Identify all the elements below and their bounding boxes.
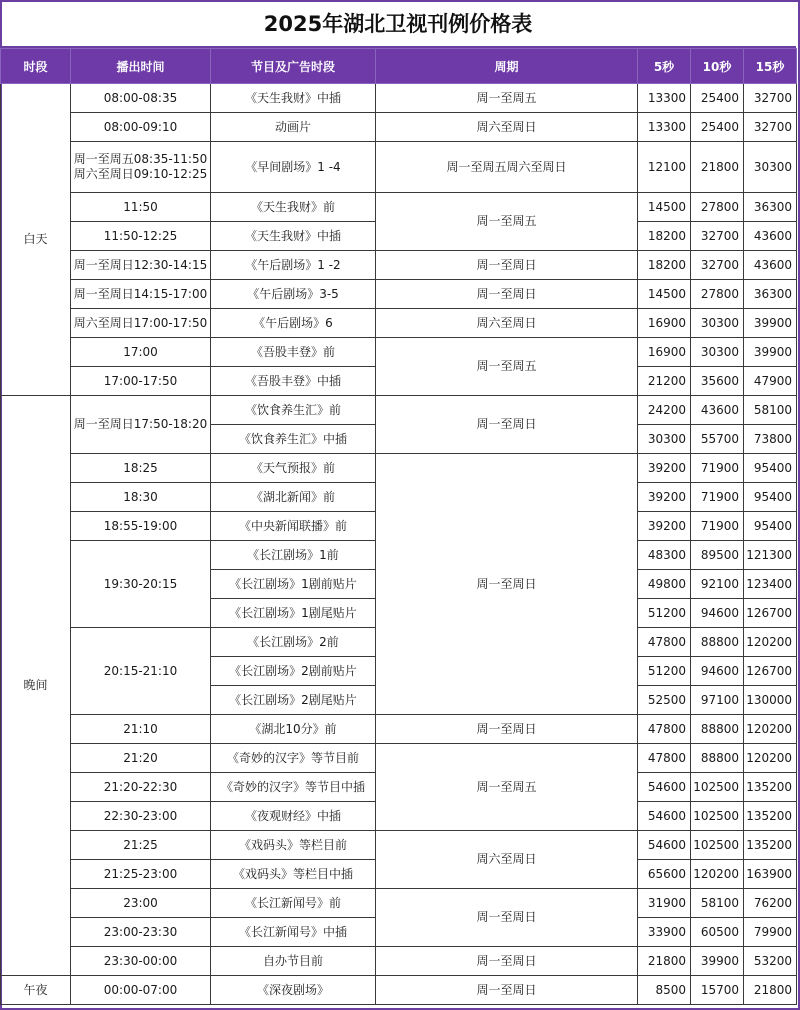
program-cell: 《长江剧场》2前 (211, 628, 376, 657)
price-15s-cell: 32700 (744, 84, 797, 113)
period-cell: 周一至周五 (376, 744, 638, 831)
table-row (1, 251, 797, 280)
air-time-cell: 21:25 (71, 831, 211, 860)
price-15s-cell: 36300 (744, 193, 797, 222)
table-row (1, 454, 797, 483)
price-5s-cell: 39200 (638, 483, 691, 512)
price-10s-cell: 89500 (691, 541, 744, 570)
price-15s-cell: 120200 (744, 715, 797, 744)
table-row (1, 831, 797, 860)
price-15s-cell: 126700 (744, 599, 797, 628)
price-5s-cell: 47800 (638, 628, 691, 657)
air-time-cell: 21:20 (71, 744, 211, 773)
price-15s-cell: 73800 (744, 425, 797, 454)
header-period: 周期 (376, 49, 638, 84)
table-row (1, 396, 797, 425)
header-15s: 15秒 (744, 49, 797, 84)
program-cell: 自办节目前 (211, 947, 376, 976)
period-cell: 周一至周五 (376, 193, 638, 251)
table-row (1, 193, 797, 222)
program-cell: 《湖北新闻》前 (211, 483, 376, 512)
price-15s-cell: 135200 (744, 831, 797, 860)
program-cell: 《天生我财》前 (211, 193, 376, 222)
price-5s-cell: 13300 (638, 113, 691, 142)
table-row (1, 142, 797, 193)
table-row (1, 309, 797, 338)
price-5s-cell: 54600 (638, 831, 691, 860)
period-cell: 周六至周日 (376, 309, 638, 338)
price-15s-cell: 163900 (744, 860, 797, 889)
air-time-cell: 18:30 (71, 483, 211, 512)
price-5s-cell: 21200 (638, 367, 691, 396)
price-10s-cell: 71900 (691, 512, 744, 541)
air-time-cell (71, 142, 211, 193)
price-15s-cell: 135200 (744, 802, 797, 831)
air-time-line: 周一至周五08:35-11:50 (73, 152, 208, 166)
program-cell: 《饮食养生汇》中插 (211, 425, 376, 454)
table-row (1, 976, 797, 1005)
period-cell: 周一至周五 (376, 84, 638, 113)
price-10s-cell: 25400 (691, 113, 744, 142)
price-10s-cell: 102500 (691, 802, 744, 831)
price-10s-cell: 21800 (691, 142, 744, 193)
price-15s-cell: 120200 (744, 744, 797, 773)
price-10s-cell: 97100 (691, 686, 744, 715)
price-5s-cell: 49800 (638, 570, 691, 599)
price-15s-cell: 32700 (744, 113, 797, 142)
price-5s-cell: 21800 (638, 947, 691, 976)
program-cell: 《午后剧场》1 -2 (211, 251, 376, 280)
segment-cell: 白天 (1, 84, 71, 396)
price-15s-cell: 135200 (744, 773, 797, 802)
price-10s-cell: 58100 (691, 889, 744, 918)
program-cell: 《戏码头》等栏目中插 (211, 860, 376, 889)
price-15s-cell: 43600 (744, 251, 797, 280)
price-5s-cell: 31900 (638, 889, 691, 918)
header-air-time: 播出时间 (71, 49, 211, 84)
period-cell: 周一至周日 (376, 251, 638, 280)
price-5s-cell: 18200 (638, 222, 691, 251)
price-15s-cell: 126700 (744, 657, 797, 686)
table-header-row (1, 49, 797, 84)
table-row (1, 338, 797, 367)
price-10s-cell: 60500 (691, 918, 744, 947)
table-row (1, 84, 797, 113)
program-cell: 《奇妙的汉字》等节目中插 (211, 773, 376, 802)
price-5s-cell: 24200 (638, 396, 691, 425)
price-15s-cell: 130000 (744, 686, 797, 715)
program-cell: 《吾股丰登》前 (211, 338, 376, 367)
segment-cell: 晚间 (1, 396, 71, 976)
table-row (1, 947, 797, 976)
price-5s-cell: 14500 (638, 280, 691, 309)
program-cell: 《午后剧场》6 (211, 309, 376, 338)
air-time-cell: 19:30-20:15 (71, 541, 211, 628)
price-15s-cell: 30300 (744, 142, 797, 193)
program-cell: 《中央新闻联播》前 (211, 512, 376, 541)
program-cell: 《戏码头》等栏目前 (211, 831, 376, 860)
table-row (1, 715, 797, 744)
air-time-cell: 23:30-00:00 (71, 947, 211, 976)
period-cell: 周六至周日 (376, 831, 638, 889)
period-cell: 周一至周日 (376, 889, 638, 947)
price-10s-cell: 27800 (691, 193, 744, 222)
program-cell: 《早间剧场》1 -4 (211, 142, 376, 193)
price-15s-cell: 120200 (744, 628, 797, 657)
price-15s-cell: 39900 (744, 309, 797, 338)
air-time-cell: 21:20-22:30 (71, 773, 211, 802)
program-cell: 《长江新闻号》中插 (211, 918, 376, 947)
program-cell: 《长江剧场》2剧前贴片 (211, 657, 376, 686)
price-10s-cell: 88800 (691, 715, 744, 744)
air-time-cell: 20:15-21:10 (71, 628, 211, 715)
program-cell: 《午后剧场》3-5 (211, 280, 376, 309)
program-cell: 动画片 (211, 113, 376, 142)
price-10s-cell: 32700 (691, 222, 744, 251)
air-time-cell: 23:00 (71, 889, 211, 918)
program-cell: 《长江剧场》2剧尾贴片 (211, 686, 376, 715)
period-cell: 周一至周日 (376, 454, 638, 715)
price-table (0, 48, 797, 1005)
air-time-cell: 17:00-17:50 (71, 367, 211, 396)
period-cell: 周六至周日 (376, 113, 638, 142)
price-10s-cell: 94600 (691, 657, 744, 686)
price-10s-cell: 32700 (691, 251, 744, 280)
period-cell: 周一至周日 (376, 976, 638, 1005)
price-5s-cell: 18200 (638, 251, 691, 280)
price-15s-cell: 95400 (744, 483, 797, 512)
header-10s: 10秒 (691, 49, 744, 84)
price-5s-cell: 39200 (638, 512, 691, 541)
air-time-cell: 08:00-09:10 (71, 113, 211, 142)
header-program: 节目及广告时段 (211, 49, 376, 84)
price-10s-cell: 55700 (691, 425, 744, 454)
price-15s-cell: 123400 (744, 570, 797, 599)
period-cell: 周一至周五周六至周日 (376, 142, 638, 193)
price-5s-cell: 51200 (638, 599, 691, 628)
price-10s-cell: 35600 (691, 367, 744, 396)
price-10s-cell: 88800 (691, 744, 744, 773)
price-15s-cell: 76200 (744, 889, 797, 918)
period-cell: 周一至周日 (376, 280, 638, 309)
price-5s-cell: 48300 (638, 541, 691, 570)
table-row (1, 744, 797, 773)
price-10s-cell: 25400 (691, 84, 744, 113)
program-cell: 《深夜剧场》 (211, 976, 376, 1005)
program-cell: 《奇妙的汉字》等节目前 (211, 744, 376, 773)
price-15s-cell: 79900 (744, 918, 797, 947)
price-10s-cell: 43600 (691, 396, 744, 425)
air-time-cell: 周一至周日14:15-17:00 (71, 280, 211, 309)
price-15s-cell: 39900 (744, 338, 797, 367)
price-10s-cell: 15700 (691, 976, 744, 1005)
program-cell: 《天气预报》前 (211, 454, 376, 483)
air-time-cell: 11:50 (71, 193, 211, 222)
price-15s-cell: 121300 (744, 541, 797, 570)
price-5s-cell: 33900 (638, 918, 691, 947)
page-title: 2025年湖北卫视刊例价格表 (0, 0, 796, 48)
program-cell: 《夜观财经》中插 (211, 802, 376, 831)
price-15s-cell: 47900 (744, 367, 797, 396)
header-segment: 时段 (1, 49, 71, 84)
price-5s-cell: 16900 (638, 338, 691, 367)
air-time-cell: 17:00 (71, 338, 211, 367)
price-15s-cell: 53200 (744, 947, 797, 976)
header-5s: 5秒 (638, 49, 691, 84)
price-5s-cell: 65600 (638, 860, 691, 889)
air-time-cell: 18:25 (71, 454, 211, 483)
air-time-cell: 21:10 (71, 715, 211, 744)
price-5s-cell: 14500 (638, 193, 691, 222)
price-10s-cell: 27800 (691, 280, 744, 309)
price-10s-cell: 71900 (691, 454, 744, 483)
price-5s-cell: 47800 (638, 715, 691, 744)
program-cell: 《吾股丰登》中插 (211, 367, 376, 396)
price-10s-cell: 102500 (691, 831, 744, 860)
air-time-cell: 18:55-19:00 (71, 512, 211, 541)
price-10s-cell: 88800 (691, 628, 744, 657)
air-time-cell: 23:00-23:30 (71, 918, 211, 947)
air-time-cell: 08:00-08:35 (71, 84, 211, 113)
period-cell: 周一至周日 (376, 947, 638, 976)
price-5s-cell: 16900 (638, 309, 691, 338)
program-cell: 《长江剧场》1剧尾贴片 (211, 599, 376, 628)
price-15s-cell: 58100 (744, 396, 797, 425)
price-5s-cell: 47800 (638, 744, 691, 773)
price-5s-cell: 30300 (638, 425, 691, 454)
price-15s-cell: 36300 (744, 280, 797, 309)
segment-cell: 午夜 (1, 976, 71, 1005)
table-row (1, 113, 797, 142)
price-10s-cell: 39900 (691, 947, 744, 976)
price-10s-cell: 30300 (691, 309, 744, 338)
price-15s-cell: 95400 (744, 512, 797, 541)
price-15s-cell: 95400 (744, 454, 797, 483)
program-cell: 《长江剧场》1剧前贴片 (211, 570, 376, 599)
price-15s-cell: 43600 (744, 222, 797, 251)
price-5s-cell: 52500 (638, 686, 691, 715)
period-cell: 周一至周日 (376, 396, 638, 454)
price-5s-cell: 54600 (638, 802, 691, 831)
period-cell: 周一至周日 (376, 715, 638, 744)
air-time-cell: 22:30-23:00 (71, 802, 211, 831)
program-cell: 《湖北10分》前 (211, 715, 376, 744)
air-time-cell: 周一至周日17:50-18:20 (71, 396, 211, 454)
program-cell: 《天生我财》中插 (211, 222, 376, 251)
price-5s-cell: 54600 (638, 773, 691, 802)
price-10s-cell: 120200 (691, 860, 744, 889)
air-time-cell: 21:25-23:00 (71, 860, 211, 889)
program-cell: 《天生我财》中插 (211, 84, 376, 113)
price-10s-cell: 92100 (691, 570, 744, 599)
program-cell: 《长江剧场》1前 (211, 541, 376, 570)
air-time-cell: 00:00-07:00 (71, 976, 211, 1005)
program-cell: 《饮食养生汇》前 (211, 396, 376, 425)
period-cell: 周一至周五 (376, 338, 638, 396)
air-time-line: 周六至周日09:10-12:25 (73, 167, 208, 181)
price-10s-cell: 94600 (691, 599, 744, 628)
price-15s-cell: 21800 (744, 976, 797, 1005)
air-time-cell: 周一至周日12:30-14:15 (71, 251, 211, 280)
price-10s-cell: 102500 (691, 773, 744, 802)
price-10s-cell: 71900 (691, 483, 744, 512)
air-time-cell: 周六至周日17:00-17:50 (71, 309, 211, 338)
price-5s-cell: 13300 (638, 84, 691, 113)
air-time-cell: 11:50-12:25 (71, 222, 211, 251)
program-cell: 《长江新闻号》前 (211, 889, 376, 918)
table-row (1, 889, 797, 918)
price-5s-cell: 8500 (638, 976, 691, 1005)
price-5s-cell: 39200 (638, 454, 691, 483)
price-10s-cell: 30300 (691, 338, 744, 367)
price-5s-cell: 51200 (638, 657, 691, 686)
table-row (1, 280, 797, 309)
price-5s-cell: 12100 (638, 142, 691, 193)
